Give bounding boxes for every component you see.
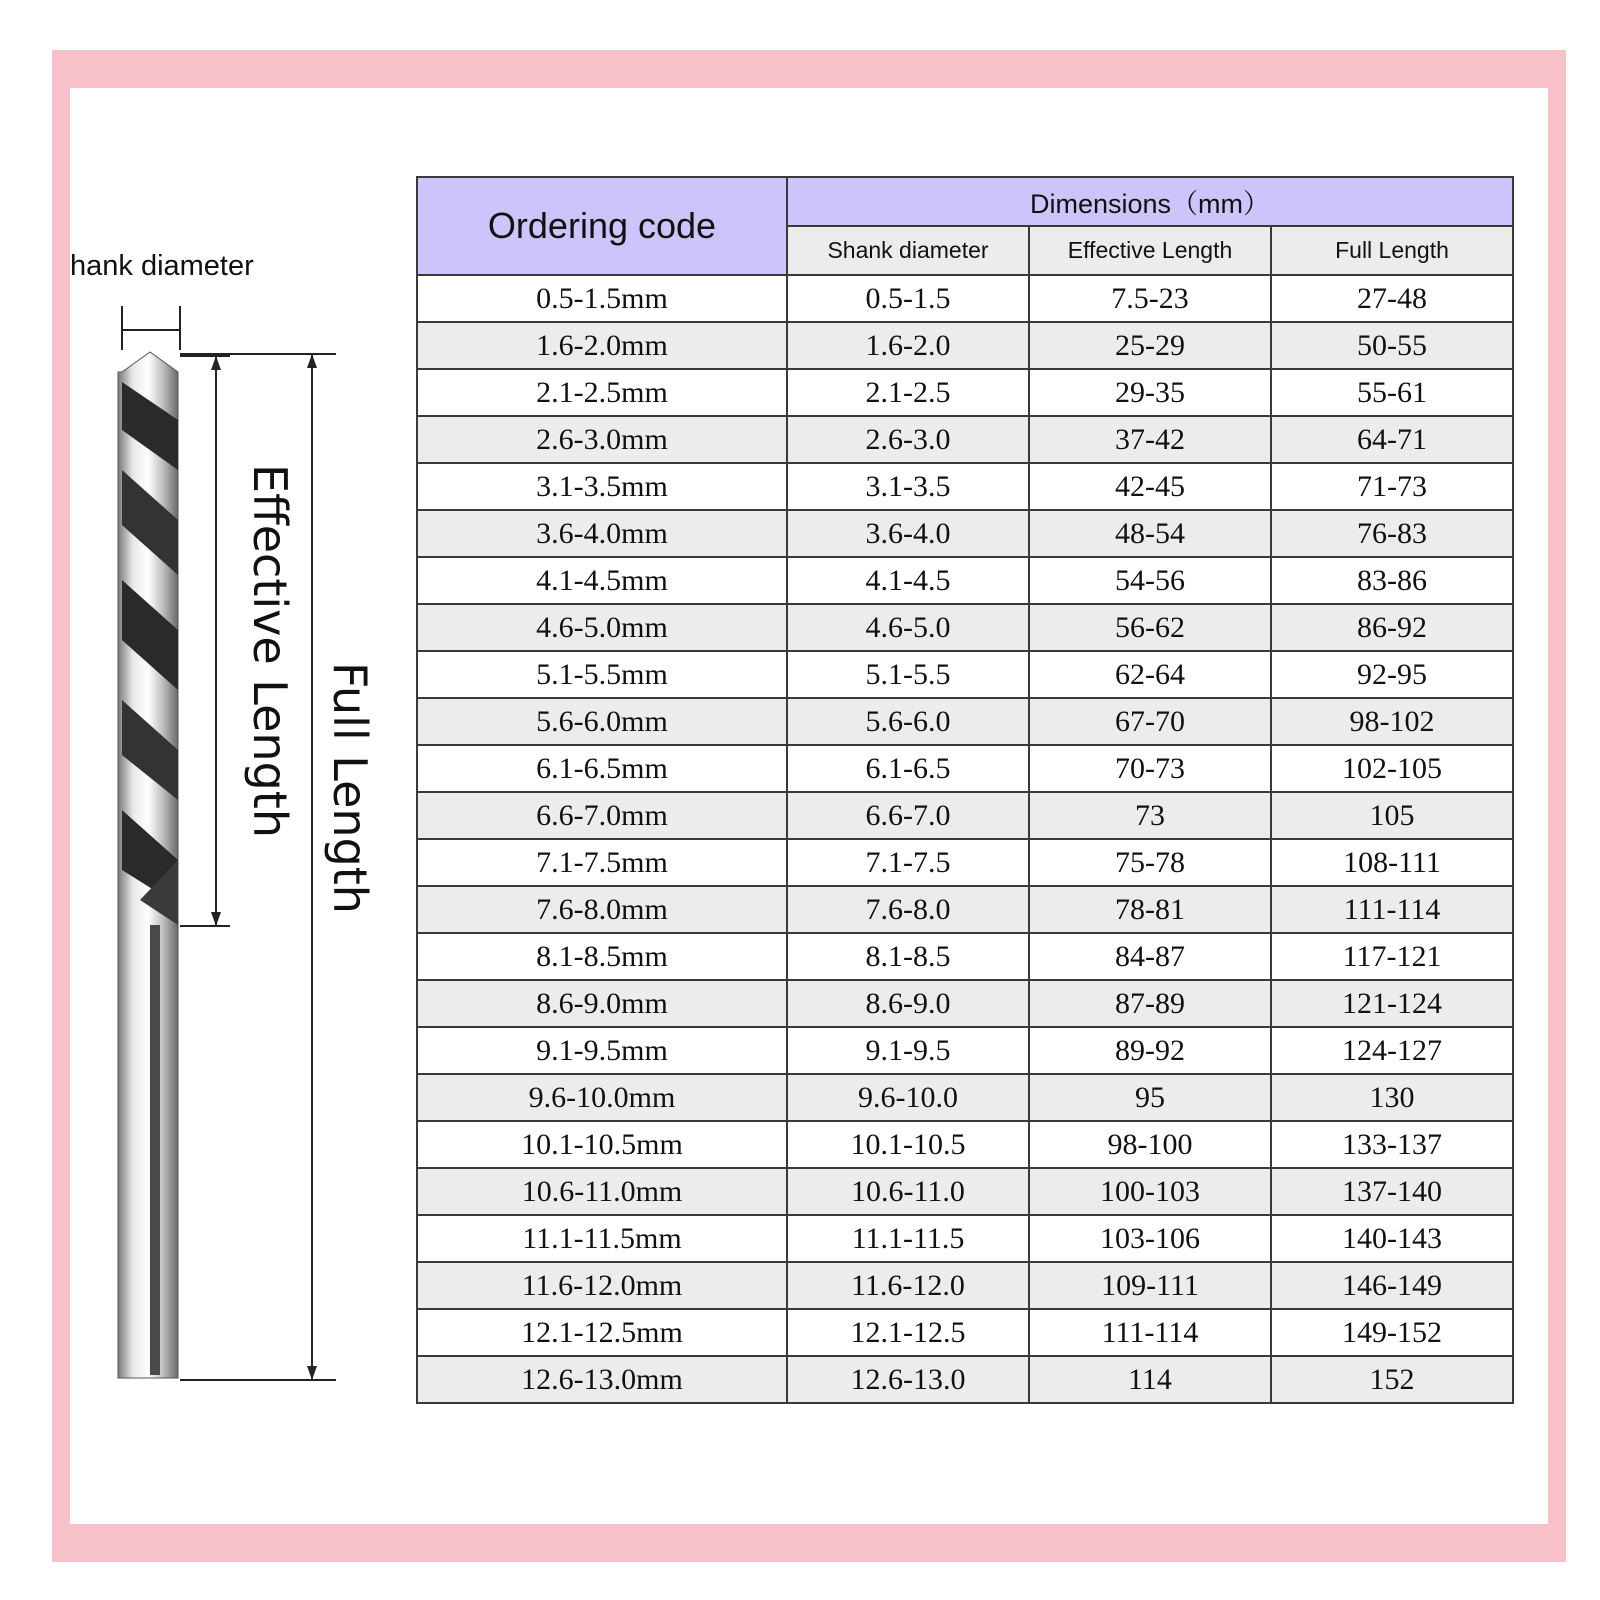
- shank-diameter-cell: 0.5-1.5: [787, 275, 1029, 322]
- ordering-code-cell: 10.6-11.0mm: [417, 1168, 787, 1215]
- effective-length-cell: 37-42: [1029, 416, 1271, 463]
- full-length-cell: 133-137: [1271, 1121, 1513, 1168]
- full-length-label: Full Length: [323, 662, 377, 914]
- table-row: [417, 1262, 1513, 1309]
- full-length-cell: 140-143: [1271, 1215, 1513, 1262]
- effective-length-cell: 56-62: [1029, 604, 1271, 651]
- full-length-cell: 102-105: [1271, 745, 1513, 792]
- ordering-code-cell: 6.6-7.0mm: [417, 792, 787, 839]
- shank-diameter-cell: 6.1-6.5: [787, 745, 1029, 792]
- table-row: [417, 1168, 1513, 1215]
- table-row: [417, 322, 1513, 369]
- ordering-code-cell: 3.1-3.5mm: [417, 463, 787, 510]
- effective-length-cell: 73: [1029, 792, 1271, 839]
- full-length-cell: 149-152: [1271, 1309, 1513, 1356]
- shank-diameter-label: hank diameter: [70, 250, 254, 282]
- ordering-code-cell: 1.6-2.0mm: [417, 322, 787, 369]
- full-length-cell: 27-48: [1271, 275, 1513, 322]
- ordering-code-cell: 7.1-7.5mm: [417, 839, 787, 886]
- effective-length-cell: 114: [1029, 1356, 1271, 1403]
- shank-diameter-cell: 9.6-10.0: [787, 1074, 1029, 1121]
- full-length-cell: 124-127: [1271, 1027, 1513, 1074]
- table-row: [417, 1027, 1513, 1074]
- table-row: [417, 1121, 1513, 1168]
- full-length-cell: 111-114: [1271, 886, 1513, 933]
- table-row: [417, 1074, 1513, 1121]
- ordering-code-cell: 11.1-11.5mm: [417, 1215, 787, 1262]
- ordering-code-cell: 2.1-2.5mm: [417, 369, 787, 416]
- table-row: [417, 792, 1513, 839]
- ordering-code-cell: 5.6-6.0mm: [417, 698, 787, 745]
- full-length-cell: 83-86: [1271, 557, 1513, 604]
- effective-length-cell: 54-56: [1029, 557, 1271, 604]
- full-length-cell: 76-83: [1271, 510, 1513, 557]
- shank-diameter-cell: 5.6-6.0: [787, 698, 1029, 745]
- table-row: [417, 886, 1513, 933]
- full-length-cell: 121-124: [1271, 980, 1513, 1027]
- ordering-code-cell: 9.1-9.5mm: [417, 1027, 787, 1074]
- ordering-code-cell: 7.6-8.0mm: [417, 886, 787, 933]
- table-row: [417, 1356, 1513, 1403]
- effective-length-cell: 100-103: [1029, 1168, 1271, 1215]
- effective-length-cell: 70-73: [1029, 745, 1271, 792]
- table-row: [417, 839, 1513, 886]
- shank-diameter-cell: 10.1-10.5: [787, 1121, 1029, 1168]
- effective-length-cell: 42-45: [1029, 463, 1271, 510]
- shank-diameter-cell: 4.6-5.0: [787, 604, 1029, 651]
- ordering-code-cell: 12.1-12.5mm: [417, 1309, 787, 1356]
- full-length-cell: 92-95: [1271, 651, 1513, 698]
- table-row: [417, 557, 1513, 604]
- shank-diameter-cell: 11.1-11.5: [787, 1215, 1029, 1262]
- effective-length-cell: 111-114: [1029, 1309, 1271, 1356]
- shank-diameter-header: Shank diameter: [787, 226, 1029, 275]
- shank-diameter-cell: 8.6-9.0: [787, 980, 1029, 1027]
- table-row: [417, 980, 1513, 1027]
- shank-diameter-cell: 2.1-2.5: [787, 369, 1029, 416]
- ordering-code-cell: 4.1-4.5mm: [417, 557, 787, 604]
- ordering-code-cell: 12.6-13.0mm: [417, 1356, 787, 1403]
- ordering-code-header: Ordering code: [417, 177, 787, 275]
- full-length-cell: 105: [1271, 792, 1513, 839]
- full-length-cell: 108-111: [1271, 839, 1513, 886]
- effective-length-cell: 84-87: [1029, 933, 1271, 980]
- drill-diagram: [0, 0, 440, 1600]
- full-length-cell: 86-92: [1271, 604, 1513, 651]
- full-length-cell: 152: [1271, 1356, 1513, 1403]
- effective-length-cell: 103-106: [1029, 1215, 1271, 1262]
- effective-length-cell: 25-29: [1029, 322, 1271, 369]
- dimensions-header: Dimensions（mm）: [787, 177, 1513, 226]
- shank-diameter-cell: 3.6-4.0: [787, 510, 1029, 557]
- table-body: [417, 275, 1513, 1403]
- full-length-header: Full Length: [1271, 226, 1513, 275]
- effective-length-cell: 98-100: [1029, 1121, 1271, 1168]
- table-row: [417, 369, 1513, 416]
- full-length-cell: 98-102: [1271, 698, 1513, 745]
- effective-length-cell: 67-70: [1029, 698, 1271, 745]
- table-row: [417, 1215, 1513, 1262]
- table-row: [417, 510, 1513, 557]
- full-length-cell: 64-71: [1271, 416, 1513, 463]
- full-length-cell: 137-140: [1271, 1168, 1513, 1215]
- effective-length-cell: 75-78: [1029, 839, 1271, 886]
- table-row: [417, 463, 1513, 510]
- table-row: [417, 1309, 1513, 1356]
- ordering-code-cell: 2.6-3.0mm: [417, 416, 787, 463]
- shank-diameter-cell: 1.6-2.0: [787, 322, 1029, 369]
- ordering-code-cell: 6.1-6.5mm: [417, 745, 787, 792]
- effective-length-cell: 87-89: [1029, 980, 1271, 1027]
- shank-diameter-cell: 7.1-7.5: [787, 839, 1029, 886]
- shank-diameter-cell: 10.6-11.0: [787, 1168, 1029, 1215]
- drill-spec-table: [416, 176, 1514, 1404]
- effective-length-label: Effective Length: [243, 464, 297, 838]
- full-length-cell: 146-149: [1271, 1262, 1513, 1309]
- shank-diameter-cell: 9.1-9.5: [787, 1027, 1029, 1074]
- ordering-code-cell: 11.6-12.0mm: [417, 1262, 787, 1309]
- ordering-code-cell: 8.6-9.0mm: [417, 980, 787, 1027]
- ordering-code-cell: 9.6-10.0mm: [417, 1074, 787, 1121]
- shank-diameter-cell: 6.6-7.0: [787, 792, 1029, 839]
- effective-length-header: Effective Length: [1029, 226, 1271, 275]
- ordering-code-cell: 4.6-5.0mm: [417, 604, 787, 651]
- ordering-code-cell: 0.5-1.5mm: [417, 275, 787, 322]
- shank-diameter-cell: 8.1-8.5: [787, 933, 1029, 980]
- table-row: [417, 651, 1513, 698]
- effective-length-cell: 48-54: [1029, 510, 1271, 557]
- ordering-code-cell: 8.1-8.5mm: [417, 933, 787, 980]
- table-row: [417, 745, 1513, 792]
- shank-diameter-cell: 12.1-12.5: [787, 1309, 1029, 1356]
- full-length-cell: 50-55: [1271, 322, 1513, 369]
- table-row: [417, 275, 1513, 322]
- full-length-cell: 71-73: [1271, 463, 1513, 510]
- full-length-cell: 130: [1271, 1074, 1513, 1121]
- effective-length-cell: 89-92: [1029, 1027, 1271, 1074]
- ordering-code-cell: 5.1-5.5mm: [417, 651, 787, 698]
- shank-diameter-cell: 2.6-3.0: [787, 416, 1029, 463]
- table-row: [417, 933, 1513, 980]
- shank-diameter-cell: 3.1-3.5: [787, 463, 1029, 510]
- shank-diameter-cell: 11.6-12.0: [787, 1262, 1029, 1309]
- effective-length-cell: 109-111: [1029, 1262, 1271, 1309]
- table-row: [417, 416, 1513, 463]
- ordering-code-cell: 10.1-10.5mm: [417, 1121, 787, 1168]
- shank-diameter-cell: 5.1-5.5: [787, 651, 1029, 698]
- effective-length-cell: 29-35: [1029, 369, 1271, 416]
- shank-diameter-cell: 12.6-13.0: [787, 1356, 1029, 1403]
- shank-diameter-cell: 4.1-4.5: [787, 557, 1029, 604]
- ordering-code-cell: 3.6-4.0mm: [417, 510, 787, 557]
- full-length-cell: 117-121: [1271, 933, 1513, 980]
- effective-length-cell: 62-64: [1029, 651, 1271, 698]
- shank-diameter-cell: 7.6-8.0: [787, 886, 1029, 933]
- table-row: [417, 698, 1513, 745]
- full-length-cell: 55-61: [1271, 369, 1513, 416]
- effective-length-cell: 95: [1029, 1074, 1271, 1121]
- effective-length-cell: 7.5-23: [1029, 275, 1271, 322]
- effective-length-cell: 78-81: [1029, 886, 1271, 933]
- table-row: [417, 604, 1513, 651]
